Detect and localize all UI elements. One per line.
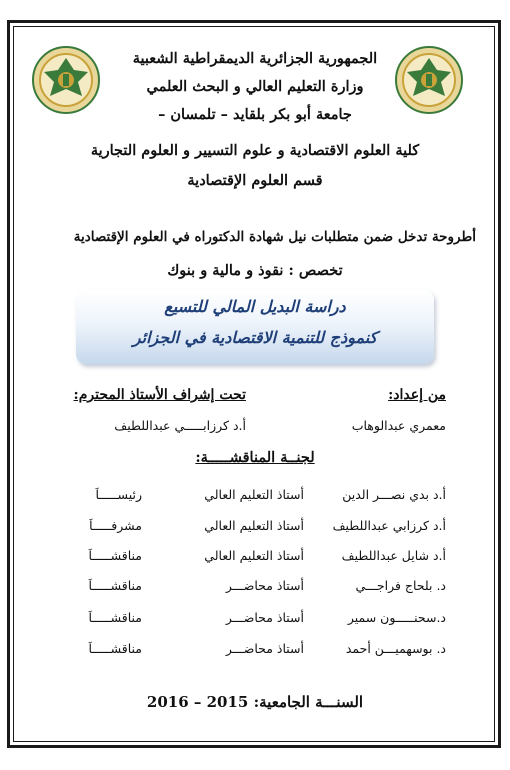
member-role: مناقشـــــاَ — [88, 548, 142, 563]
ministry-name: وزارة التعليم العالي و البحث العلمي — [146, 78, 364, 95]
member-rank: أستاذ التعليم العالي — [204, 548, 304, 563]
supervisor-name: أ.د كرزابـــــي عبداللطيف — [114, 418, 246, 433]
thesis-title-line-2: كنموذج للتنمية الاقتصادية في الجزائر — [132, 328, 378, 347]
member-name: د. بلحاج فراجـــي — [355, 578, 446, 593]
member-role: مناقشـــــاَ — [88, 641, 142, 656]
specialty: تخصص : نقوذ و مالية و بنوك — [167, 262, 343, 279]
author-name: معمري عبدالوهاب — [351, 418, 446, 433]
thesis-statement: أطروحة تدخل ضمن متطلبات نيل شهادة الدكتوراه في العلوم الإقتصادية — [73, 229, 476, 245]
republic-name: الجمهورية الجزائرية الديمقراطية الشعبية — [132, 50, 378, 67]
member-name: أ.د بدي نصـــر الدين — [342, 487, 446, 502]
member-rank: أستاذ محاضـــر — [225, 641, 304, 656]
member-rank: أستاذ التعليم العالي — [204, 518, 304, 533]
member-name: د. بوسهميـــن أحمد — [345, 641, 446, 656]
member-name: أ.د شايل عبداللطيف — [341, 548, 446, 563]
department-name: قسم العلوم الإقتصادية — [187, 172, 323, 189]
faculty-name: كلية العلوم الاقتصادية و علوم التسيير و العلوم التجارية — [90, 142, 420, 159]
member-rank: أستاذ محاضـــر — [225, 578, 304, 593]
member-role: رئيســـــاَ — [95, 487, 142, 502]
member-rank: أستاذ التعليم العالي — [204, 487, 304, 502]
university-name: جامعة أبو بكر بلقايد – تلمسان – — [158, 106, 352, 123]
prepared-by-label: من إعداد: — [388, 387, 446, 403]
member-name: أ.د كرزابي عبداللطيف — [332, 518, 446, 533]
member-role: مناقشـــــاَ — [88, 578, 142, 593]
member-role: مناقشـــــاَ — [88, 610, 142, 625]
committee-heading: لجنــة المناقشـــــة: — [195, 449, 315, 466]
member-role: مشرفـــــاَ — [89, 518, 142, 533]
member-rank: أستاذ محاضـــر — [225, 610, 304, 625]
academic-year: السنـــة الجامعية: 2015 – 2016 — [146, 693, 364, 711]
thesis-title-line-1: دراسة البديل المالي للتسيع — [164, 297, 346, 316]
page-border-inner — [13, 26, 495, 742]
supervisor-label: تحت إشراف الأستاذ المحترم: — [73, 387, 246, 403]
member-name: د.سحنـــــون سمير — [347, 610, 446, 625]
